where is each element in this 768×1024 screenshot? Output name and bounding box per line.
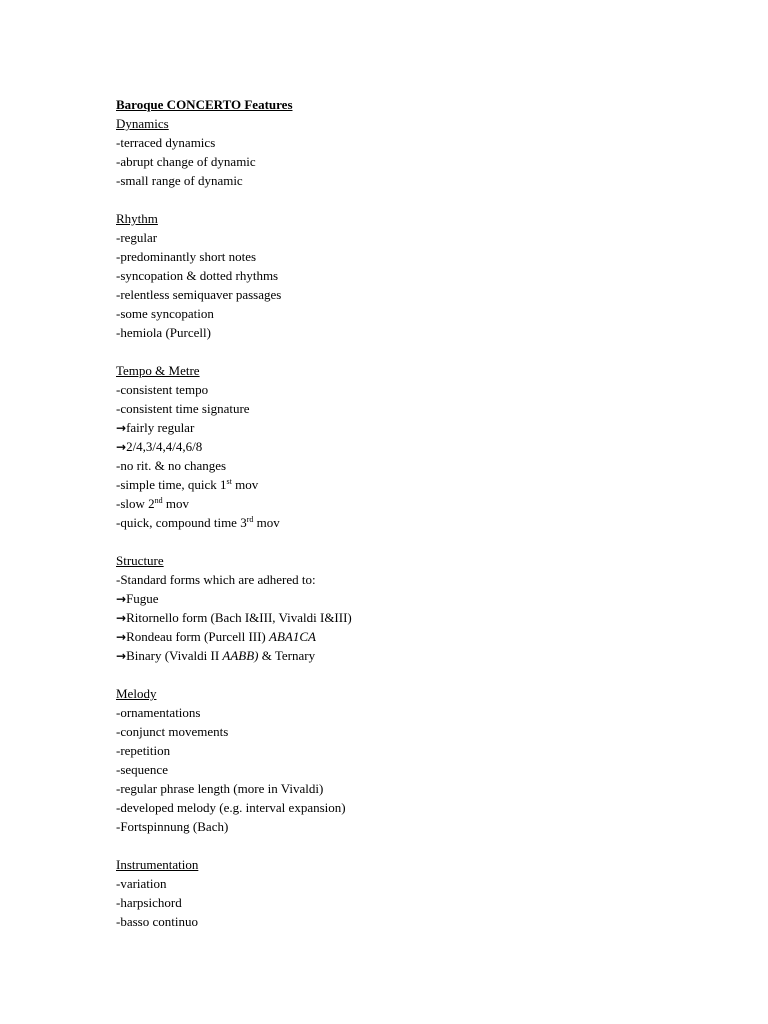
list-item-arrow — [116, 589, 716, 608]
arrow-icon: → — [116, 649, 127, 663]
list-item-text: fairly regular — [126, 420, 195, 435]
section-gap — [116, 532, 716, 551]
list-item: -consistent tempo — [116, 382, 209, 397]
section-gap — [116, 836, 716, 855]
list-item: -no rit. & no changes — [116, 458, 227, 473]
list-item: -Standard forms which are adhered to: — [116, 572, 316, 587]
ordinal-suffix: nd — [154, 496, 163, 505]
list-item-text: -quick, compound time 3 — [116, 515, 247, 530]
list-item: -small range of dynamic — [116, 173, 243, 188]
list-item: -repetition — [116, 743, 171, 758]
section-gap — [116, 665, 716, 684]
ordinal-suffix: st — [226, 477, 232, 486]
arrow-icon: → — [116, 592, 127, 606]
ordinal-suffix: rd — [246, 515, 254, 524]
form-pattern: AABB) — [222, 648, 259, 663]
list-item-text-tail: mov — [253, 515, 280, 530]
list-item: -sequence — [116, 762, 168, 777]
list-item — [116, 494, 716, 513]
list-item: -syncopation & dotted rhythms — [116, 268, 279, 283]
list-item: -predominantly short notes — [116, 249, 257, 264]
list-item: -regular phrase length (more in Vivaldi) — [116, 781, 324, 796]
list-item: -Fortspinnung (Bach) — [116, 819, 229, 834]
list-item: -abrupt change of dynamic — [116, 154, 256, 169]
list-item-arrow — [116, 646, 716, 665]
section-heading-melody: Melody — [116, 686, 157, 701]
form-pattern: ABA1CA — [269, 629, 316, 644]
section-heading-dynamics: Dynamics — [116, 116, 169, 131]
list-item-text-tail: mov — [162, 496, 190, 511]
arrow-icon: → — [116, 611, 127, 625]
list-item-text-tail: mov — [231, 477, 259, 492]
list-item-text: 2/4,3/4,4/4,6/8 — [126, 439, 203, 454]
list-item: -variation — [116, 876, 167, 891]
list-item: -developed melody (e.g. interval expansion) — [116, 800, 346, 815]
list-item — [116, 513, 716, 532]
list-item — [116, 475, 716, 494]
arrow-icon: → — [116, 630, 127, 644]
list-item-text-tail: & Ternary — [258, 648, 316, 663]
list-item: -terraced dynamics — [116, 135, 216, 150]
list-item: -regular — [116, 230, 158, 245]
list-item-arrow — [116, 627, 716, 646]
section-heading-instrumentation: Instrumentation — [116, 857, 199, 872]
list-item-text: Rondeau form (Purcell III) — [126, 629, 270, 644]
list-item: -hemiola (Purcell) — [116, 325, 211, 340]
section-heading-tempo-metre: Tempo & Metre — [116, 363, 200, 378]
list-item-arrow — [116, 418, 716, 437]
section-gap — [116, 342, 716, 361]
list-item: -relentless semiquaver passages — [116, 287, 282, 302]
arrow-icon: → — [116, 440, 127, 454]
list-item-arrow — [116, 608, 716, 627]
arrow-icon: → — [116, 421, 127, 435]
list-item: -ornamentations — [116, 705, 201, 720]
section-heading-structure: Structure — [116, 553, 164, 568]
document-title: Baroque CONCERTO Features — [116, 97, 293, 112]
list-item: -harpsichord — [116, 895, 182, 910]
section-heading-rhythm: Rhythm — [116, 211, 158, 226]
section-gap — [116, 190, 716, 209]
list-item-arrow — [116, 437, 716, 456]
list-item-text: Ritornello form (Bach I&III, Vivaldi I&III) — [126, 610, 352, 625]
list-item-text: -simple time, quick 1 — [116, 477, 227, 492]
list-item: -consistent time signature — [116, 401, 250, 416]
list-item: -basso continuo — [116, 914, 198, 929]
list-item-text: Binary (Vivaldi II — [126, 648, 223, 663]
list-item: -conjunct movements — [116, 724, 229, 739]
list-item-text: -slow 2 — [116, 496, 155, 511]
list-item: -some syncopation — [116, 306, 214, 321]
document-content — [116, 95, 716, 931]
list-item-text: Fugue — [126, 591, 159, 606]
